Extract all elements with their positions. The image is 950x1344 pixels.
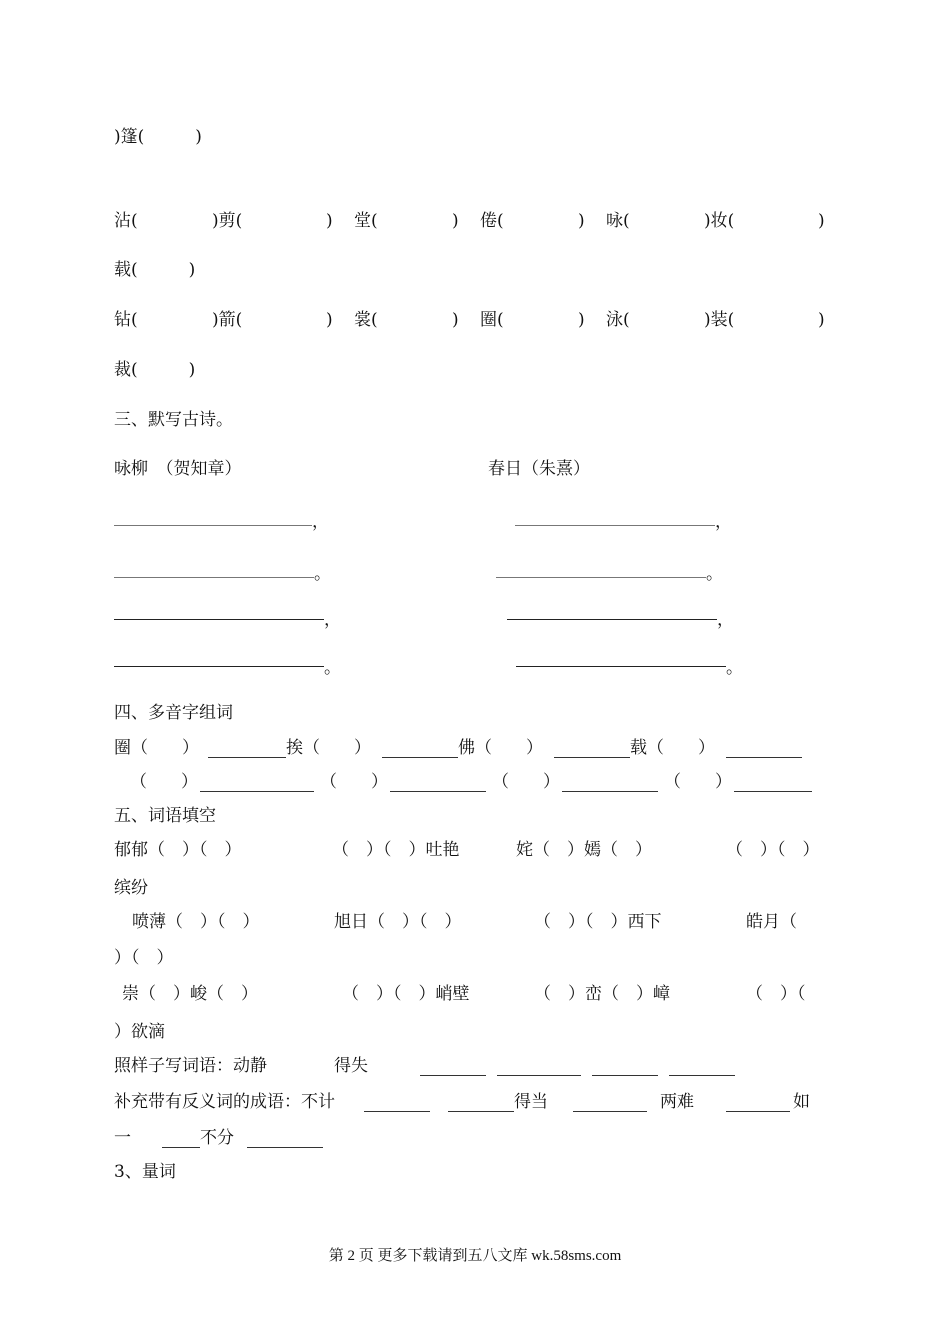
- char-item: 沾(: [114, 211, 138, 231]
- idiom-text: 不分: [200, 1128, 234, 1148]
- answer-blank[interactable]: [390, 791, 486, 792]
- idiom-text: 两难: [660, 1092, 694, 1112]
- period: 。: [314, 564, 331, 584]
- answer-blank[interactable]: [497, 1075, 581, 1076]
- pattern-label: 照样子写词语：动静: [114, 1056, 267, 1076]
- polyphone-char: 挨（ ）: [286, 738, 371, 758]
- poem-1-line-4[interactable]: [114, 666, 324, 667]
- poem-2-line-3[interactable]: [507, 619, 717, 620]
- fill-item: （ ）（ ）: [726, 840, 820, 860]
- poem-2-line-4[interactable]: [516, 666, 726, 667]
- comma: ，: [715, 512, 732, 532]
- char-item: 泳(: [606, 310, 630, 330]
- idiom-text: 一: [114, 1128, 131, 1148]
- comma: ，: [717, 610, 734, 630]
- char-item: 倦(: [480, 211, 504, 231]
- answer-blank[interactable]: [247, 1147, 323, 1148]
- fill-row-3b: ）欲滴: [114, 1022, 165, 1042]
- poem-1-line-2[interactable]: [114, 577, 314, 578]
- fill-item: 旭日（ ）（ ）: [334, 912, 462, 932]
- fill-item: 喷薄（ ）（ ）: [132, 912, 260, 932]
- subsection-3: 3、量词: [114, 1162, 176, 1182]
- char-item: 圈(: [480, 310, 504, 330]
- fill-item: 郁郁（ ）（ ）: [114, 840, 242, 860]
- poem-2-line-2[interactable]: [496, 577, 706, 578]
- char-item: ): [326, 310, 333, 330]
- char-item: )妆(: [704, 211, 735, 231]
- char-row-1b: 载( ): [114, 260, 196, 280]
- char-item: ): [452, 310, 459, 330]
- char-item: )装(: [704, 310, 735, 330]
- poem-1-title: 咏柳 （贺知章）: [114, 459, 242, 479]
- answer-blank[interactable]: [448, 1111, 514, 1112]
- polyphone-char: 载（ ）: [630, 738, 715, 758]
- char-item: ): [578, 310, 585, 330]
- answer-blank[interactable]: [592, 1075, 658, 1076]
- comma: ，: [324, 610, 341, 630]
- char-item: ): [818, 310, 825, 330]
- section-3-heading: 三、默写古诗。: [114, 410, 233, 430]
- answer-blank[interactable]: [554, 757, 630, 758]
- char-item: )剪(: [212, 211, 243, 231]
- answer-blank[interactable]: [734, 791, 812, 792]
- fill-row-1b: 缤纷: [114, 878, 148, 898]
- poem-1-line-1[interactable]: [114, 525, 312, 526]
- answer-blank[interactable]: [573, 1111, 647, 1112]
- fill-item: （ ）（: [746, 984, 806, 1004]
- answer-blank[interactable]: [726, 1111, 790, 1112]
- char-item: 裳(: [354, 310, 378, 330]
- section-5-heading: 五、词语填空: [114, 806, 216, 826]
- answer-blank[interactable]: [669, 1075, 735, 1076]
- char-item: ): [818, 211, 825, 231]
- answer-blank[interactable]: [200, 791, 314, 792]
- poem-2-title: 春日（朱熹）: [488, 459, 590, 479]
- fill-item: 皓月（: [746, 912, 797, 932]
- answer-blank[interactable]: [364, 1111, 430, 1112]
- polyphone-char: 圈（ ）: [114, 738, 199, 758]
- char-item: 堂(: [354, 211, 378, 231]
- top-fragment: )篷( ): [114, 127, 202, 147]
- comma: ，: [312, 512, 329, 532]
- answer-blank[interactable]: [420, 1075, 486, 1076]
- idiom-label: 补充带有反义词的成语：不计: [114, 1092, 335, 1112]
- char-item: ): [578, 211, 585, 231]
- char-item: 钻(: [114, 310, 138, 330]
- polyphone-char: 佛（ ）: [458, 738, 543, 758]
- answer-blank[interactable]: [382, 757, 458, 758]
- answer-blank[interactable]: [726, 757, 802, 758]
- poem-2-line-1[interactable]: [515, 525, 715, 526]
- fill-item: （ ）（ ）峭壁: [342, 984, 470, 1004]
- answer-blank[interactable]: [162, 1147, 200, 1148]
- fill-row-2b: ）（ ）: [114, 948, 174, 968]
- fill-item: （ ）峦（ ）嶂: [534, 984, 670, 1004]
- char-item: ): [452, 211, 459, 231]
- idiom-text: 如: [793, 1092, 810, 1112]
- fill-item: 崇（ ）峻（ ）: [122, 984, 258, 1004]
- page-footer: 第 2 页 更多下载请到五八文库 wk.58sms.com: [328, 1248, 622, 1264]
- period: 。: [324, 658, 341, 678]
- char-item: ): [326, 211, 333, 231]
- poem-1-line-3[interactable]: [114, 619, 324, 620]
- paren-blank: （ ）: [664, 772, 732, 792]
- answer-blank[interactable]: [208, 757, 286, 758]
- char-item: )箭(: [212, 310, 243, 330]
- pattern-example: 得失: [334, 1056, 368, 1076]
- paren-blank: （ ）: [130, 772, 198, 792]
- idiom-text: 得当: [514, 1092, 548, 1112]
- section-4-heading: 四、多音字组词: [114, 703, 233, 723]
- char-row-2b: 裁( ): [114, 360, 196, 380]
- fill-item: （ ）（ ）西下: [534, 912, 662, 932]
- period: 。: [706, 564, 723, 584]
- fill-item: 姹（ ）嫣（ ）: [516, 840, 652, 860]
- paren-blank: （ ）: [320, 772, 388, 792]
- paren-blank: （ ）: [492, 772, 560, 792]
- char-item: 咏(: [606, 211, 630, 231]
- answer-blank[interactable]: [562, 791, 658, 792]
- fill-item: （ ）（ ）吐艳: [332, 840, 460, 860]
- period: 。: [726, 658, 743, 678]
